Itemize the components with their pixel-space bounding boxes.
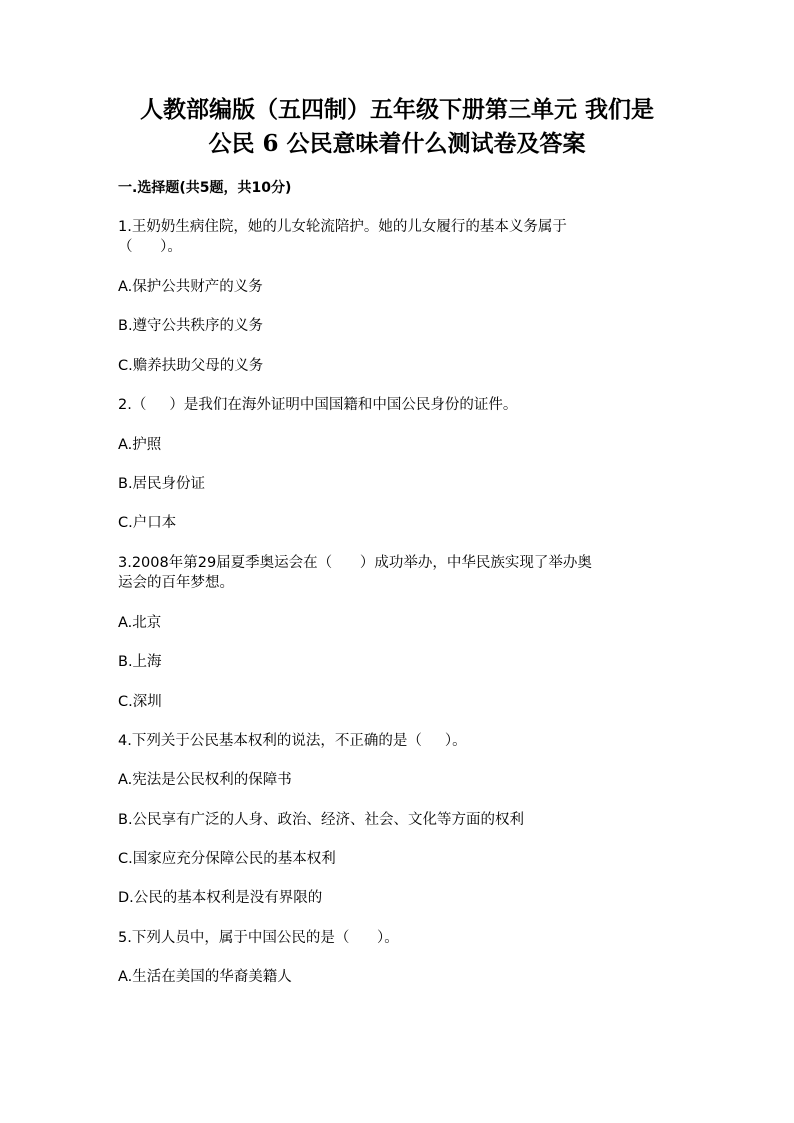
section-heading: 一.选择题(共5题，共10分): [118, 180, 292, 196]
question-1-option-c: C.赡养扶助父母的义务: [118, 358, 264, 374]
question-1-option-b: B.遵守公共秩序的义务: [118, 318, 264, 334]
question-4-option-b: B.公民享有广泛的人身、政治、经济、社会、文化等方面的权利: [118, 812, 525, 828]
document-title-line-2: 公民 6 公民意味着什么测试卷及答案: [208, 130, 586, 157]
question-4-option-d: D.公民的基本权利是没有界限的: [118, 890, 323, 906]
question-3-option-c: C.深圳: [118, 694, 162, 710]
question-1-option-a: A.保护公共财产的义务: [118, 279, 263, 295]
question-3-option-a: A.北京: [118, 615, 162, 631]
question-1-stem: 1.王奶奶生病住院，她的儿女轮流陪护。她的儿女履行的基本义务属于: [118, 219, 567, 235]
question-3-option-b: B.上海: [118, 654, 162, 670]
question-4-stem: 4.下列关于公民基本权利的说法，不正确的是（ ）。: [118, 733, 467, 749]
question-2-option-c: C.户口本: [118, 515, 177, 531]
question-2-option-b: B.居民身份证: [118, 476, 206, 492]
question-1-stem-continued: （ ）。: [118, 239, 182, 255]
question-2-option-a: A.护照: [118, 437, 162, 453]
question-2-stem: 2.（ ）是我们在海外证明中国国籍和中国公民身份的证件。: [118, 397, 518, 413]
question-4-option-c: C.国家应充分保障公民的基本权利: [118, 851, 336, 867]
document-title-line-1: 人教部编版（五四制）五年级下册第三单元 我们是: [139, 96, 654, 123]
question-3-stem: 3.2008年第29届夏季奥运会在（ ）成功举办，中华民族实现了举办奥: [118, 555, 592, 571]
question-5-stem: 5.下列人员中，属于中国公民的是（ ）。: [118, 930, 399, 946]
question-3-stem-continued: 运会的百年梦想。: [118, 575, 234, 591]
question-4-option-a: A.宪法是公民权利的保障书: [118, 772, 292, 788]
question-5-option-a: A.生活在美国的华裔美籍人: [118, 969, 292, 985]
